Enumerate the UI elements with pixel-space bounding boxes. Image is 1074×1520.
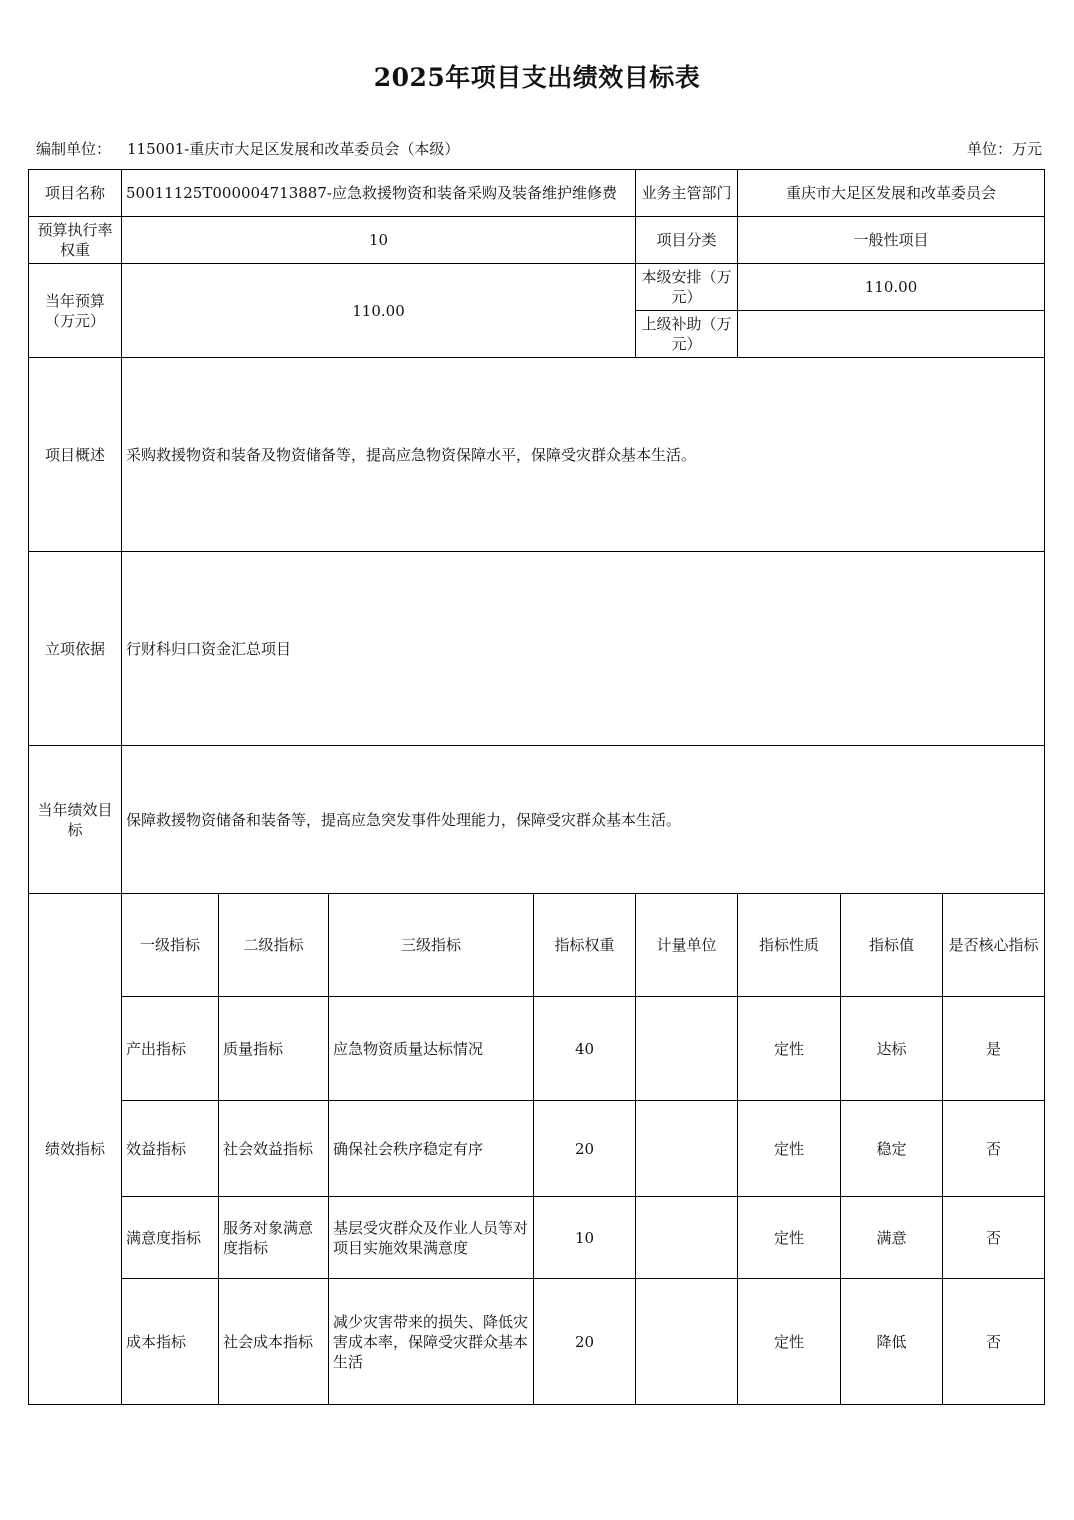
level3-cell: 应急物资质量达标情况 [329, 997, 534, 1101]
core-cell: 否 [943, 1279, 1045, 1405]
row-overview [29, 358, 1045, 552]
nature-cell: 定性 [738, 997, 841, 1101]
dept-label: 业务主管部门 [636, 170, 738, 217]
overview-value: 采购救援物资和装备及物资储备等，提高应急物资保障水平，保障受灾群众基本生活。 [122, 358, 1045, 552]
nature-cell: 定性 [738, 1101, 841, 1197]
header-weight: 指标权重 [534, 894, 636, 997]
weight-cell: 20 [534, 1101, 636, 1197]
indicator-row [29, 997, 1045, 1101]
row-project-name [29, 170, 1045, 217]
row-goal [29, 746, 1045, 894]
compiling-unit [36, 138, 459, 159]
header-level3: 三级指标 [329, 894, 534, 997]
row-weight [29, 217, 1045, 264]
row-budget [29, 264, 1045, 311]
header-value: 指标值 [841, 894, 943, 997]
dept-value: 重庆市大足区发展和改革委员会 [738, 170, 1045, 217]
level1-cell: 成本指标 [122, 1279, 219, 1405]
compiling-unit-value: 115001-重庆市大足区发展和改革委员会（本级） [127, 140, 460, 158]
level2-cell: 服务对象满意度指标 [219, 1197, 329, 1279]
basis-label: 立项依据 [29, 552, 122, 746]
level1-cell: 产出指标 [122, 997, 219, 1101]
weight-cell: 10 [534, 1197, 636, 1279]
weight-cell: 20 [534, 1279, 636, 1405]
local-label: 本级安排（万元） [636, 264, 738, 311]
core-cell: 否 [943, 1197, 1045, 1279]
level3-cell: 基层受灾群众及作业人员等对项目实施效果满意度 [329, 1197, 534, 1279]
level2-cell: 质量指标 [219, 997, 329, 1101]
value-cell: 满意 [841, 1197, 943, 1279]
weight-value: 10 [122, 217, 636, 264]
value-cell: 稳定 [841, 1101, 943, 1197]
page-title: 2025年项目支出绩效目标表 [373, 63, 701, 92]
upper-label: 上级补助（万元） [636, 311, 738, 358]
header-nature: 指标性质 [738, 894, 841, 997]
budget-label: 当年预算（万元） [29, 264, 122, 358]
value-cell: 达标 [841, 997, 943, 1101]
budget-value: 110.00 [122, 264, 636, 358]
header-level1: 一级指标 [122, 894, 219, 997]
category-value: 一般性项目 [738, 217, 1045, 264]
indicator-row [29, 1197, 1045, 1279]
value-cell: 降低 [841, 1279, 943, 1405]
local-value: 110.00 [738, 264, 1045, 311]
indicator-row [29, 1101, 1045, 1197]
basis-value: 行财科归口资金汇总项目 [122, 552, 1045, 746]
performance-table [28, 169, 1045, 1405]
level3-cell: 确保社会秩序稳定有序 [329, 1101, 534, 1197]
level1-cell: 效益指标 [122, 1101, 219, 1197]
indicator-header-row [29, 894, 1045, 997]
nature-cell: 定性 [738, 1279, 841, 1405]
unit-cell [636, 997, 738, 1101]
unit-cell [636, 1279, 738, 1405]
upper-value [738, 311, 1045, 358]
weight-label: 预算执行率权重 [29, 217, 122, 264]
header-core: 是否核心指标 [943, 894, 1045, 997]
unit-cell [636, 1197, 738, 1279]
level2-cell: 社会效益指标 [219, 1101, 329, 1197]
nature-cell: 定性 [738, 1197, 841, 1279]
category-label: 项目分类 [636, 217, 738, 264]
row-basis [29, 552, 1045, 746]
level3-cell: 减少灾害带来的损失、降低灾害成本率，保障受灾群众基本生活 [329, 1279, 534, 1405]
unit-cell [636, 1101, 738, 1197]
level1-cell: 满意度指标 [122, 1197, 219, 1279]
header-level2: 二级指标 [219, 894, 329, 997]
overview-label: 项目概述 [29, 358, 122, 552]
currency-unit: 单位：万元 [966, 140, 1042, 158]
core-cell: 否 [943, 1101, 1045, 1197]
header-unit: 计量单位 [636, 894, 738, 997]
core-cell: 是 [943, 997, 1045, 1101]
project-name-label: 项目名称 [29, 170, 122, 217]
indicator-row [29, 1279, 1045, 1405]
compiling-unit-label: 编制单位： [36, 140, 112, 158]
goal-value: 保障救援物资储备和装备等，提高应急突发事件处理能力，保障受灾群众基本生活。 [122, 746, 1045, 894]
level2-cell: 社会成本指标 [219, 1279, 329, 1405]
goal-label: 当年绩效目标 [29, 746, 122, 894]
indicators-label: 绩效指标 [29, 894, 122, 1405]
weight-cell: 40 [534, 997, 636, 1101]
project-name-value: 50011125T000004713887-应急救援物资和装备采购及装备维护维修费 [122, 170, 636, 217]
